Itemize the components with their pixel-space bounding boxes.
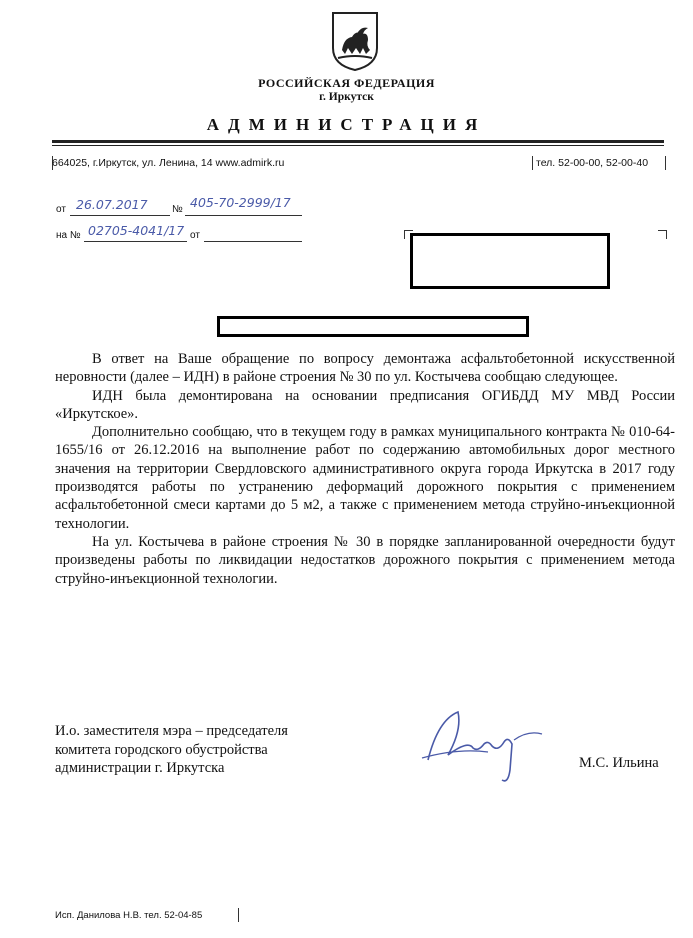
position-line-1: И.о. заместителя мэра – председателя [55,723,288,739]
country-title: РОССИЙСКАЯ ФЕДЕРАЦИЯ [258,76,435,90]
incoming-date-underline [204,241,302,242]
coat-of-arms-icon [330,10,380,72]
signatory-position [55,722,288,778]
paragraph-3: Дополнительно сообщаю, что в текущем году в рамках муниципального контракта № 010-64-1655/16 от 26.12.2016 на выполнение работ по содержанию автомобильных дорог местного значения на территории Свердловского административного округа города Иркутска в 2017 году производятся работы по устранению деформаций дорожного покрытия с применением асфальтобетонной смеси картами до 5 м2, а также с применением метода струйно-инъекционной технологии. [55,424,675,532]
redacted-salutation [217,316,529,337]
incoming-number-underline [84,241,187,242]
document-date: 26.07.2017 [76,197,148,212]
executor-tick [238,908,239,922]
paragraph-1: В ответ на Ваше обращение по вопросу демонтажа асфальтобетонной искусственной неровности (далее – ИДН) в районе строения № 30 по ул. Костычева сообщаю следующее. [55,351,675,386]
addressee-corner-right [658,230,667,239]
position-line-2: комитета городского обустройства [55,741,268,758]
incoming-number-label: на № [56,230,81,241]
phone-tick-right [665,156,666,170]
outgoing-number: 405-70-2999/17 [190,195,291,210]
incoming-date-label: от [190,230,200,241]
out-number-underline [185,215,302,216]
redacted-addressee [410,233,610,289]
header-rule-thin [52,145,664,146]
executor-line: Исп. Данилова Н.В. тел. 52-04-85 [55,910,203,921]
position-line-3: администрации г. Иркутска [55,760,225,776]
date-label: от [56,204,66,215]
paragraph-2: ИДН была демонтирована на основании предписания ОГИБДД МУ МВД России «Иркутское». [55,387,675,422]
date-underline [70,215,170,216]
city-title: г. Иркутск [319,91,374,103]
incoming-number: 02705-4041/17 [88,223,185,238]
phone-tick-left [532,156,533,170]
organization-title: АДМИНИСТРАЦИЯ [206,115,487,134]
letter-body [55,350,675,588]
phone-line: тел. 52-00-00, 52-00-40 [536,157,649,169]
signatory-name: М.С. Ильина [579,755,659,771]
handwritten-signature [418,700,548,790]
header-rule-thick [52,140,664,143]
paragraph-4: На ул. Костычева в районе строения № 30 в порядке запланированной очередности будут произведены работы по ликвидации недостатков дорожного покрытия с применением метода струйно-инъекционной технологии. [55,533,675,587]
out-number-label: № [172,204,183,215]
address-line: 664025, г.Иркутск, ул. Ленина, 14 www.admirk.ru [52,157,285,169]
